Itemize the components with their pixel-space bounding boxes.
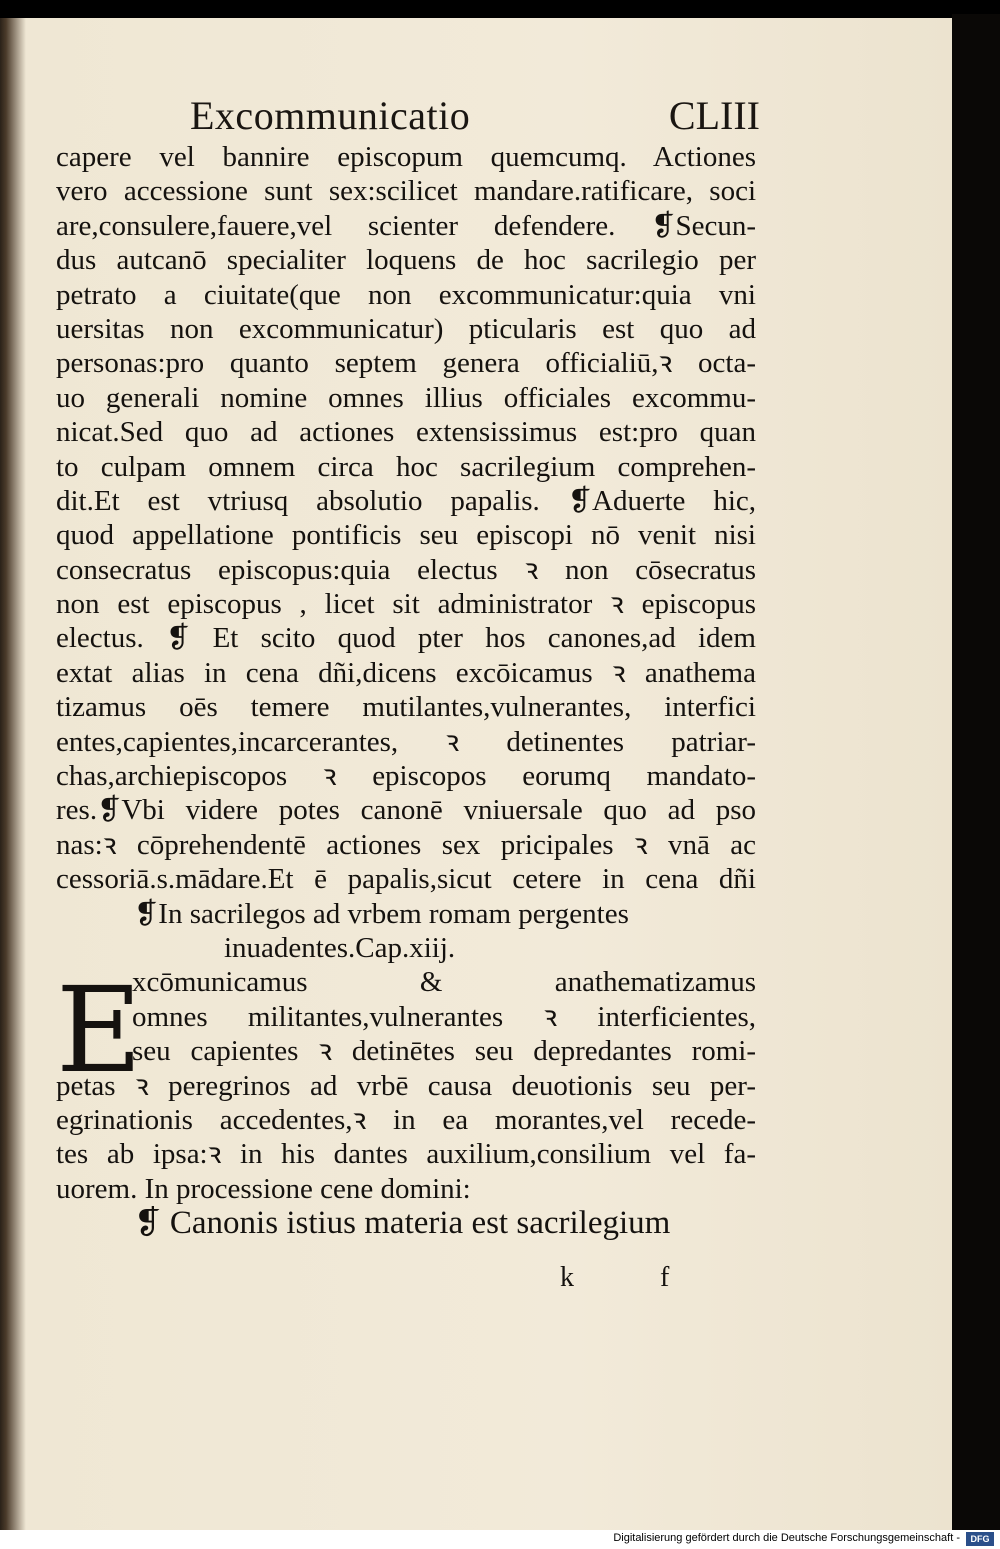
text-line: capere vel bannire episcopum quemcumq. Actiones xyxy=(56,141,756,173)
chapter-text-line: petas ꝛ peregrinos ad vrbē causa deuotionis seu per- xyxy=(56,1069,756,1102)
chapter-text-line: omnes militantes,vulnerantes ꝛ interficientes, xyxy=(132,1000,756,1033)
footer-credit: Digitalisierung gefördert durch die Deutsche Forschungsgemeinschaft - xyxy=(613,1532,960,1544)
text-line: nicat.Sed quo ad actiones extensissimus est:pro quan xyxy=(56,416,756,449)
text-line: personas:pro quanto septem genera officialiū,ꝛ octa- xyxy=(56,347,756,380)
chapter-text-line: uorem. In processione cene domini: xyxy=(56,1172,471,1205)
signature-mark: k xyxy=(560,1262,574,1293)
text-line: dus autcanō specialiter loquens de hoc sacrilegio per xyxy=(56,244,756,277)
footer-bar xyxy=(0,1530,1000,1549)
signature-marks xyxy=(560,1262,700,1292)
running-title: Excommunicatio xyxy=(190,93,471,138)
text-line: res.❡Vbi videre potes canonē vniuersale quo ad pso xyxy=(56,794,756,827)
text-line: quod appellatione pontificis seu episcopi nō venit nisi xyxy=(56,519,756,552)
text-line: uersitas non excommunicatur) pticularis est quo ad xyxy=(56,312,756,345)
text-line: cessoriā.s.mādare.Et ē papalis,sicut cetere in cena dñi xyxy=(56,863,756,896)
text-line: electus. ❡ Et scito quod pter hos canones,ad idem xyxy=(56,622,756,655)
drop-cap: E xyxy=(56,961,143,1099)
text-line: dit.Et est vtriusq absolutio papalis. ❡Aduerte hic, xyxy=(56,484,756,517)
text-line: non est episcopus , licet sit administrator ꝛ episcopus xyxy=(56,588,756,621)
chapter-text-line: egrinationis accedentes,ꝛ in ea morantes,vel recede- xyxy=(56,1103,756,1136)
chapter-text-line: seu capientes ꝛ detinētes seu depredantes romi- xyxy=(132,1035,756,1068)
text-line: nas:ꝛ cōprehendentē actiones sex pricipales ꝛ vnā ac xyxy=(56,828,756,861)
body-text xyxy=(56,140,756,1241)
dfg-logo: DFG xyxy=(966,1532,994,1546)
text-line: petrato a ciuitate(que non excommunicatur:quia vni xyxy=(56,278,756,311)
folio-number: CLIII xyxy=(668,93,760,138)
chapter-text-line: xcōmunicamus & anathematizamus xyxy=(132,966,756,999)
signature-mark: f xyxy=(660,1262,670,1293)
text-line: vero accessione sunt sex:scilicet mandare.ratificare, soci xyxy=(56,175,756,208)
final-line: ❡ Canonis istius materia est sacrilegium xyxy=(134,1206,671,1241)
book-edge xyxy=(952,14,1000,1534)
text-line: are,consulere,fauere,vel scienter defendere. ❡Secun- xyxy=(56,209,756,242)
chapter-text-line: tes ab ipsa:ꝛ in his dantes auxilium,consilium vel fa- xyxy=(56,1138,756,1171)
page-header xyxy=(190,92,760,142)
text-line: uo generali nomine omnes illius officiales excommu- xyxy=(56,381,756,414)
text-line: chas,archiepiscopos ꝛ episcopos eorumq mandato- xyxy=(56,760,756,793)
text-line: tizamus oēs temere mutilantes,vulnerantes, interfici xyxy=(56,691,756,724)
text-line: entes,capientes,incarcerantes, ꝛ detinentes patriar- xyxy=(56,725,756,758)
text-line: to culpam omnem circa hoc sacrilegium comprehen- xyxy=(56,450,756,483)
chapter-heading-line: inuadentes.Cap.xiij. xyxy=(224,931,456,964)
chapter-heading-line: ❡In sacrilegos ad vrbem romam pergentes xyxy=(134,897,629,930)
text-line: consecratus episcopus:quia electus ꝛ non cōsecratus xyxy=(56,553,756,586)
text-line: extat alias in cena dñi,dicens excōicamus ꝛ anathema xyxy=(56,656,756,689)
